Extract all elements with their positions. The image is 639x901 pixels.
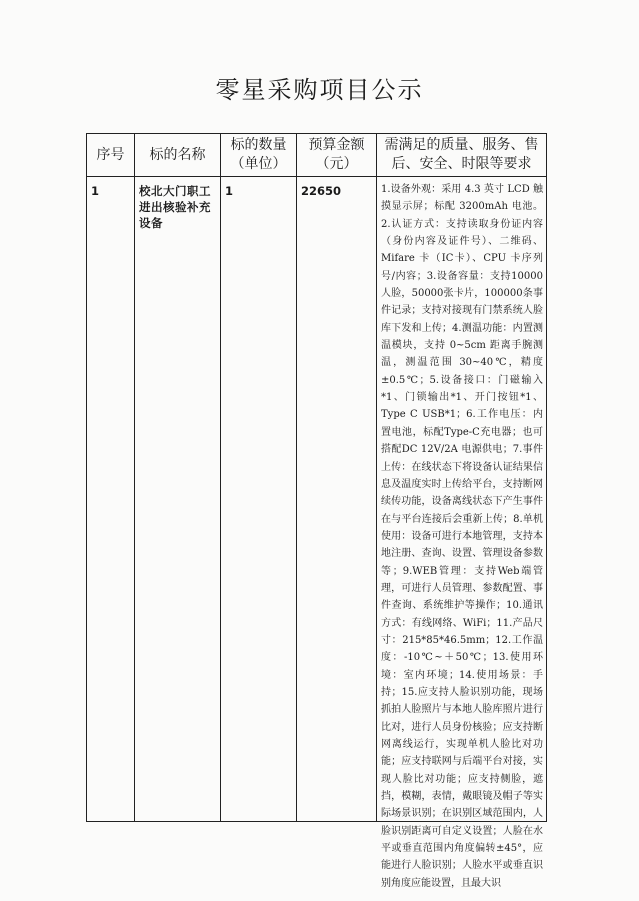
procurement-table xyxy=(86,133,547,889)
table-header-row xyxy=(87,134,547,177)
row-item-name: 校北大门职工进出核验补充设备 xyxy=(135,177,221,822)
row-requirements-cell xyxy=(377,177,547,889)
header-name: 标的名称 xyxy=(135,134,221,177)
row-index: 1 xyxy=(87,177,135,822)
header-requirements: 需满足的质量、服务、售后、安全、时限等要求 xyxy=(377,134,547,177)
table-row xyxy=(87,177,547,822)
row-budget: 22650 xyxy=(297,177,377,822)
row-requirements: 1.设备外观：采用 4.3 英寸 LCD 触摸显示屏；标配 3200mAh 电池。2.认证方式：支持读取身份证内容（身份内容及证件号）、二维码、Mifare 卡（IC卡）、CPU 卡序列号/内容；3.设备容量：支持10000人脸，50000张卡片，100000条事件记录；支持对接现有门禁系统人脸库下发和上传；4.测温功能：内置测温模块，支持 0~5cm 距离手腕测温，测温范围 30~40℃，精度±0.5℃；5.设备接口：门磁输入*1、门锁输出*1、开门按钮*1、Type C USB*1；6.工作电压：内置电池，标配Type-C充电器；也可搭配DC 12V/2A 电源供电；7.事件上传：在线状态下将设备认证结果信息及温度实时上传给平台，支持断网续传功能，设备离线状态下产生事件在与平台连接后会重新上传；8.单机使用：设备可进行本地管理，支持本地注册、查询、设置、管理设备参数等；9.WEB管理：支持Web端管理，可进行人员管理、参数配置、事件查询、系统维护等操作；10.通讯方式：有线网络、WiFi；11.产品尺寸：215*85*46.5mm；12.工作温度：-10℃~＋50℃；13.使用环境：室内环境；14.使用场景：手持；15.应支持人脸识别功能，现场抓拍人脸照片与本地人脸库照片进行比对，进行人员身份核验；应支持断网离线运行，实现单机人脸比对功能；应支持联网与后端平台对接，实现人脸比对功能；应支持侧脸，遮挡，模糊，表情，戴眼镜及帽子等实际场景识别；在识别区域范围内，人脸识别距离可自定义设置；人脸在水平或垂直范围内角度偏转±45°，应能进行人脸识别；人脸水平或垂直识别角度应能设置，且最大识 xyxy=(381,184,543,889)
header-quantity: 标的数量（单位） xyxy=(221,134,297,177)
row-quantity: 1 xyxy=(221,177,297,822)
page-title: 零星采购项目公示 xyxy=(215,76,424,104)
header-index: 序号 xyxy=(87,134,135,177)
header-budget: 预算金额（元） xyxy=(297,134,377,177)
